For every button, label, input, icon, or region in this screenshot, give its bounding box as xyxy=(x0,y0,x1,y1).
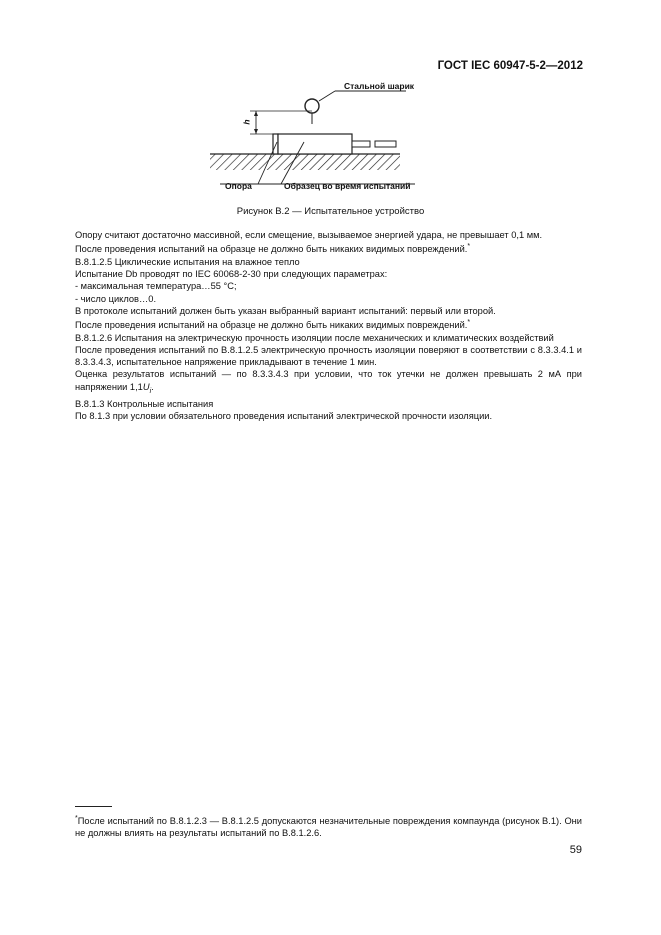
sample-cable xyxy=(352,141,370,147)
test-device-figure xyxy=(200,81,430,199)
paragraph: После проведения испытаний на образце не должно быть никаких видимых повреждений.* xyxy=(75,243,471,255)
paragraph: В протоколе испытаний должен быть указан выбранный вариант испытаний: первый или второй. xyxy=(75,305,496,316)
section-heading: B.8.1.2.5 Циклические испытания на влажное тепло xyxy=(75,256,300,267)
height-label: h xyxy=(241,119,252,125)
body-text xyxy=(75,229,582,423)
list-item: - число циклов…0. xyxy=(75,293,157,304)
steel-ball-label: Стальной шарик xyxy=(344,81,415,91)
footnote-divider xyxy=(75,806,112,807)
figure-caption: Рисунок B.2 — Испытательное устройство xyxy=(236,206,425,217)
section-heading: B.8.1.3 Контрольные испытания xyxy=(75,398,214,409)
support-block xyxy=(273,134,278,154)
paragraph: Опору считают достаточно массивной, если смещение, вызываемое энергией удара, не превышает 0,1 мм. xyxy=(75,230,543,240)
document-standard-header: ГОСТ IEC 60947-5-2—2012 xyxy=(437,60,583,72)
section-heading: B.8.1.2.6 Испытания на электрическую прочность изоляции после механических и климатических воздействий xyxy=(75,332,554,343)
paragraph: Оценка результатов испытаний — по 8.3.3.4.3 при условии, что ток утечки не должен превышать 2 мА при напряжении $1,1U_i$. xyxy=(75,369,582,395)
paragraph: По 8.1.3 при условии обязательного проведения испытаний электрической прочности изоляции. xyxy=(75,411,493,422)
sample-label: Образец во время испытаний xyxy=(284,181,411,191)
page-number: 59 xyxy=(569,844,582,856)
sample-cable-end xyxy=(375,141,396,147)
support-label: Опора xyxy=(225,181,252,191)
footnote: *После испытаний по B.8.1.2.3 — B.8.1.2.5 допускаются незначительные повреждения компаунда (рисунок B.1). Они не должны влиять на результаты испытаний по B.8.1.2.6. xyxy=(75,815,582,839)
ground-hatch xyxy=(210,154,400,170)
paragraph: Испытание Db проводят по IEC 60068-2-30 при следующих параметрах: xyxy=(75,268,388,279)
paragraph: После проведения испытаний по B.8.1.2.5 электрическую прочность изоляции поверяют в соответствии с 8.3.3.4.1 и 8.3.3.4.3, испытательное напряжение прикладывают в течение 1 мин. xyxy=(75,344,582,368)
sample-body xyxy=(278,134,352,154)
paragraph: После проведения испытаний на образце не должно быть никаких видимых повреждений.* xyxy=(75,319,471,331)
list-item: - максимальная температура…55 °C; xyxy=(75,281,237,292)
